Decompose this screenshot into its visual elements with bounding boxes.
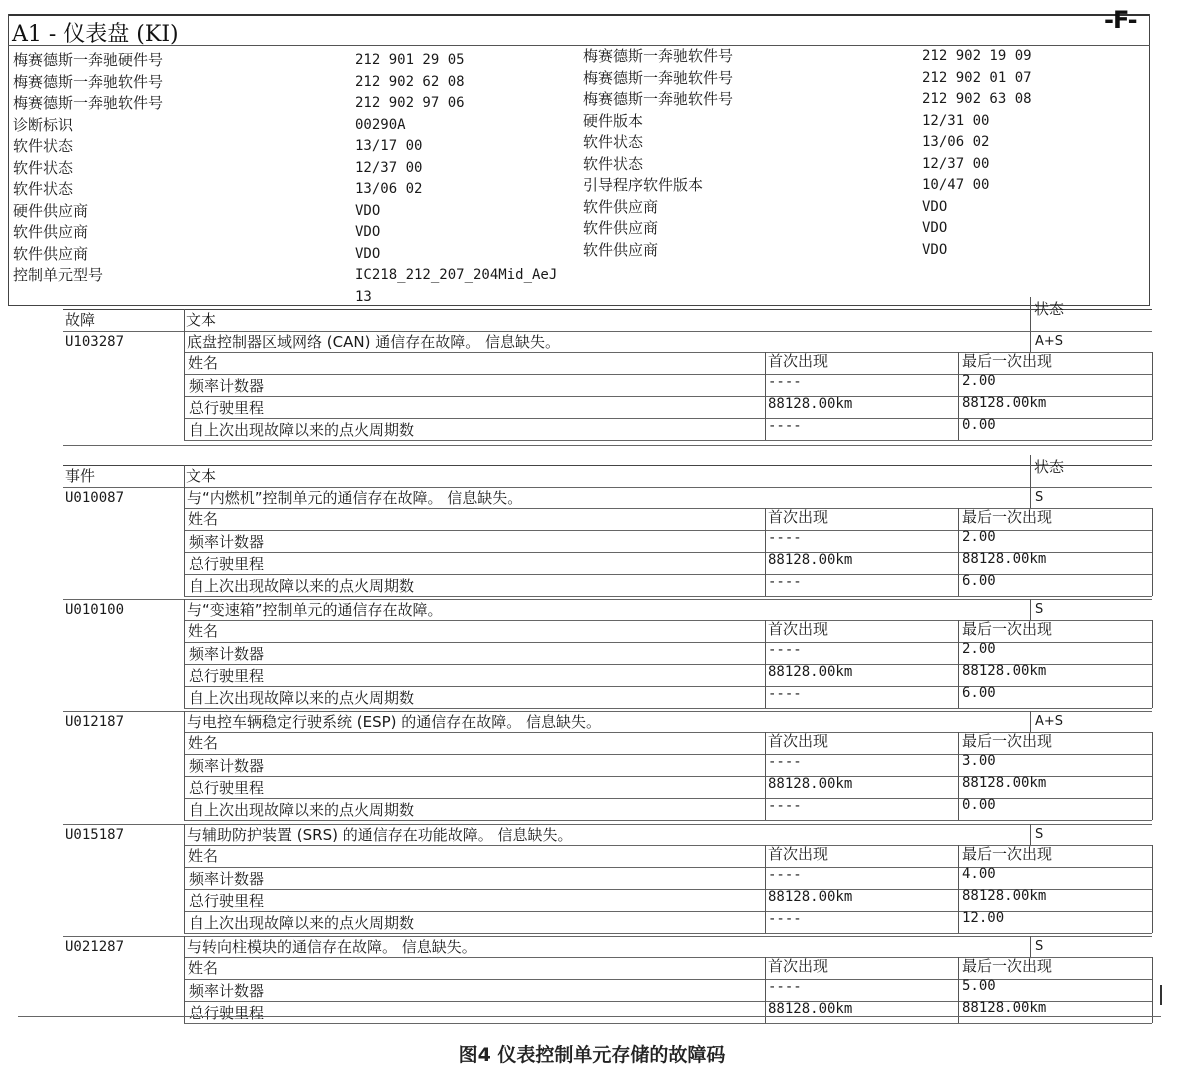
subtable-rule: [184, 708, 1152, 709]
subtable-rule: [184, 596, 1152, 597]
page-bottom-rule: [18, 1016, 1161, 1017]
column-divider: [184, 487, 185, 596]
measure-name: 自上次出现故障以来的点火周期数: [189, 577, 415, 595]
subtable-rule: [184, 911, 1152, 912]
info-label: 软件状态: [13, 180, 74, 198]
measure-name: 频率计数器: [189, 982, 265, 1000]
last-occurrence: 88128.00km: [962, 663, 1047, 679]
corner-mark: -F-: [1104, 6, 1137, 34]
measure-name: 频率计数器: [189, 377, 265, 395]
subtable-rule: [184, 867, 1152, 868]
column-divider: [184, 711, 185, 820]
info-label: 梅赛德斯一奔驰软件号: [583, 47, 734, 65]
subtable-rule: [184, 418, 1152, 419]
column-divider: [1030, 936, 1031, 957]
measure-name: 频率计数器: [189, 757, 265, 775]
subtable-header-first: 首次出现: [768, 732, 829, 750]
info-value: VDO: [922, 220, 948, 236]
column-divider: [958, 732, 959, 820]
first-occurrence: ----: [768, 754, 802, 770]
first-occurrence: 88128.00km: [768, 396, 853, 412]
column-divider: [1030, 711, 1031, 732]
info-value: IC218_212_207_204Mid_AeJ: [355, 267, 558, 283]
column-divider: [184, 936, 185, 1023]
last-occurrence: 4.00: [962, 866, 996, 882]
subtable-rule: [184, 754, 1152, 755]
subtable-header-name: 姓名: [188, 622, 219, 640]
info-value: VDO: [355, 245, 381, 262]
first-occurrence: ----: [768, 642, 802, 658]
column-divider: [1030, 331, 1031, 352]
column-divider: [958, 508, 959, 596]
dtc-text: 底盘控制器区域网络 (CAN) 通信存在故障。 信息缺失。: [187, 333, 560, 351]
subtable-header-name: 姓名: [188, 847, 219, 865]
subtable-header-first: 首次出现: [768, 620, 829, 638]
first-occurrence: ----: [768, 686, 802, 702]
column-divider: [1152, 845, 1153, 933]
first-occurrence: 88128.00km: [768, 889, 853, 905]
column-divider: [765, 732, 766, 820]
column-divider: [1030, 487, 1031, 508]
info-value: 12/37 00: [922, 155, 990, 172]
first-occurrence: ----: [768, 418, 802, 434]
info-value: 13/06 02: [922, 134, 990, 150]
info-value: VDO: [355, 202, 381, 219]
subtable-rule: [184, 798, 1152, 799]
measure-name: 自上次出现故障以来的点火周期数: [189, 421, 415, 439]
subtable-header-last: 最后一次出现: [962, 957, 1053, 975]
column-divider: [958, 957, 959, 1023]
last-occurrence: 88128.00km: [962, 551, 1047, 567]
dtc-code: U010087: [65, 490, 125, 506]
dtc-status: S: [1035, 490, 1044, 505]
info-value: 212 902 01 07: [922, 69, 1032, 86]
last-occurrence: 12.00: [962, 910, 1005, 926]
column-divider: [184, 599, 185, 708]
info-label: 软件供应商: [583, 240, 659, 259]
first-occurrence: ----: [768, 530, 802, 546]
last-occurrence: 3.00: [962, 753, 996, 769]
subtable-header-first: 首次出现: [768, 352, 829, 370]
last-occurrence: 2.00: [962, 641, 996, 657]
column-header-status: 状态: [1034, 458, 1065, 476]
info-value: 10/47 00: [922, 177, 990, 193]
last-occurrence: 88128.00km: [962, 888, 1047, 904]
first-occurrence: ----: [768, 574, 802, 590]
info-label: 梅赛德斯一奔驰软件号: [13, 72, 164, 91]
column-header-text: 文本: [186, 467, 217, 485]
first-occurrence: ----: [768, 867, 802, 883]
measure-name: 总行驶里程: [189, 667, 265, 685]
first-occurrence: ----: [768, 374, 802, 390]
subtable-header-name: 姓名: [188, 959, 219, 977]
subtable-header-first: 首次出现: [768, 508, 829, 526]
measure-name: 自上次出现故障以来的点火周期数: [189, 801, 415, 819]
column-divider: [958, 352, 959, 440]
column-divider: [765, 352, 766, 440]
subtable-header-last: 最后一次出现: [962, 352, 1053, 370]
column-divider: [184, 309, 185, 331]
column-divider: [1152, 352, 1153, 440]
subtable-rule: [184, 530, 1152, 531]
subtable-header-last: 最后一次出现: [962, 508, 1053, 526]
subtable-header-last: 最后一次出现: [962, 845, 1053, 863]
subtable-rule: [184, 686, 1152, 687]
info-value: 212 902 19 09: [922, 48, 1032, 64]
section-rule: [63, 465, 1152, 466]
info-label: 软件供应商: [583, 197, 659, 216]
column-divider: [1030, 599, 1031, 620]
info-label: 梅赛德斯一奔驰软件号: [583, 68, 734, 87]
subtable-header-first: 首次出现: [768, 957, 829, 975]
dtc-text: 与“内燃机”控制单元的通信存在故障。 信息缺失。: [187, 489, 523, 507]
info-value: VDO: [355, 224, 381, 240]
info-value: 212 902 62 08: [355, 73, 465, 90]
subtable-rule: [184, 979, 1152, 980]
info-value: 12/31 00: [922, 112, 990, 129]
dtc-text: 与电控车辆稳定行驶系统 (ESP) 的通信存在故障。 信息缺失。: [187, 713, 602, 731]
section-separator: [63, 445, 1152, 446]
last-occurrence: 6.00: [962, 573, 996, 589]
first-occurrence: ----: [768, 979, 802, 995]
page-title: A1 - 仪表盘 (KI): [12, 22, 179, 47]
column-divider: [765, 508, 766, 596]
info-label: 软件状态: [583, 133, 644, 151]
column-divider: [1152, 732, 1153, 820]
dtc-text: 与辅助防护装置 (SRS) 的通信存在功能故障。 信息缺失。: [187, 826, 573, 844]
info-value: 212 902 97 06: [355, 95, 465, 111]
column-header-text: 文本: [186, 311, 217, 329]
dtc-code: U021287: [65, 939, 125, 955]
info-label: 硬件供应商: [13, 201, 89, 220]
subtable-rule: [184, 642, 1152, 643]
subtable-header-name: 姓名: [188, 734, 219, 752]
column-header-code: 事件: [65, 467, 96, 485]
subtable-rule: [184, 574, 1152, 575]
info-label: 硬件版本: [583, 111, 644, 130]
measure-name: 频率计数器: [189, 645, 265, 663]
last-occurrence: 6.00: [962, 685, 996, 701]
info-label: 控制单元型号: [13, 266, 104, 284]
subtable-rule: [184, 1023, 1152, 1024]
last-occurrence: 5.00: [962, 978, 996, 994]
info-label: 诊断标识: [13, 115, 74, 134]
column-divider: [958, 620, 959, 708]
column-divider: [765, 957, 766, 1023]
first-occurrence: ----: [768, 911, 802, 927]
subtable-rule: [184, 440, 1152, 441]
info-label: 软件状态: [13, 158, 74, 177]
dtc-status: S: [1035, 827, 1044, 842]
measure-name: 总行驶里程: [189, 555, 265, 573]
column-divider: [1030, 455, 1031, 487]
info-value: VDO: [922, 198, 948, 215]
info-value: 00290A: [355, 116, 406, 133]
dtc-code: U103287: [65, 334, 125, 350]
info-value: 12/37 00: [355, 159, 423, 176]
column-divider: [1152, 508, 1153, 596]
info-label: 软件状态: [13, 137, 74, 155]
column-divider: [1030, 824, 1031, 845]
info-label: 梅赛德斯一奔驰软件号: [583, 90, 734, 108]
subtable-header-name: 姓名: [188, 354, 219, 372]
last-occurrence: 2.00: [962, 373, 996, 389]
info-value: 13: [355, 288, 372, 305]
subtable-rule: [184, 374, 1152, 375]
first-occurrence: 88128.00km: [768, 664, 853, 680]
last-occurrence: 0.00: [962, 417, 996, 433]
info-value: 13/06 02: [355, 181, 423, 197]
subtable-rule: [184, 820, 1152, 821]
figure-caption: 图4 仪表控制单元存储的故障码: [458, 1044, 726, 1066]
subtable-header-name: 姓名: [188, 510, 219, 528]
column-divider: [765, 620, 766, 708]
measure-name: 总行驶里程: [189, 779, 265, 797]
last-occurrence: 88128.00km: [962, 395, 1047, 411]
column-divider: [184, 331, 185, 440]
first-occurrence: 88128.00km: [768, 1001, 853, 1017]
column-divider: [1030, 297, 1031, 331]
dtc-code: U010100: [65, 602, 125, 618]
last-occurrence: 0.00: [962, 797, 996, 813]
dtc-text: 与“变速箱”控制单元的通信存在故障。: [187, 601, 443, 619]
measure-name: 总行驶里程: [189, 399, 265, 417]
info-value: 212 902 63 08: [922, 91, 1032, 107]
info-value: VDO: [922, 241, 948, 258]
info-value: 212 901 29 05: [355, 52, 465, 68]
dtc-status: A+S: [1035, 334, 1064, 349]
info-label: 软件供应商: [583, 219, 659, 237]
info-value: 13/17 00: [355, 138, 423, 154]
first-occurrence: 88128.00km: [768, 776, 853, 792]
dtc-status: A+S: [1035, 714, 1064, 729]
dtc-text: 与转向柱模块的通信存在故障。 信息缺失。: [187, 938, 477, 956]
measure-name: 总行驶里程: [189, 892, 265, 910]
subtable-rule: [184, 933, 1152, 934]
column-header-code: 故障: [65, 311, 96, 329]
info-label: 软件状态: [583, 154, 644, 173]
last-occurrence: 88128.00km: [962, 1000, 1047, 1016]
subtable-header-last: 最后一次出现: [962, 620, 1053, 638]
dtc-status: S: [1035, 939, 1044, 954]
column-divider: [184, 465, 185, 487]
info-label: 引导程序软件版本: [583, 176, 704, 194]
measure-name: 总行驶里程: [189, 1004, 265, 1022]
column-divider: [958, 845, 959, 933]
last-occurrence: 88128.00km: [962, 775, 1047, 791]
info-label: 软件供应商: [13, 223, 89, 241]
subtable-header-first: 首次出现: [768, 845, 829, 863]
dtc-code: U015187: [65, 827, 125, 843]
column-divider: [1152, 957, 1153, 1023]
subtable-header-last: 最后一次出现: [962, 732, 1053, 750]
dtc-code: U012187: [65, 714, 125, 730]
info-label: 软件供应商: [13, 244, 89, 263]
first-occurrence: ----: [768, 798, 802, 814]
column-divider: [184, 824, 185, 933]
last-occurrence: 2.00: [962, 529, 996, 545]
column-divider: [1152, 620, 1153, 708]
first-occurrence: 88128.00km: [768, 552, 853, 568]
measure-name: 频率计数器: [189, 533, 265, 551]
measure-name: 自上次出现故障以来的点火周期数: [189, 689, 415, 707]
info-label: 梅赛德斯一奔驰硬件号: [13, 51, 164, 69]
info-label: 梅赛德斯一奔驰软件号: [13, 94, 164, 112]
section-rule: [63, 309, 1152, 310]
dtc-status: S: [1035, 602, 1044, 617]
column-divider: [765, 845, 766, 933]
page-edge: [1160, 985, 1162, 1005]
measure-name: 频率计数器: [189, 870, 265, 888]
column-header-status: 状态: [1034, 300, 1065, 318]
measure-name: 自上次出现故障以来的点火周期数: [189, 914, 415, 932]
